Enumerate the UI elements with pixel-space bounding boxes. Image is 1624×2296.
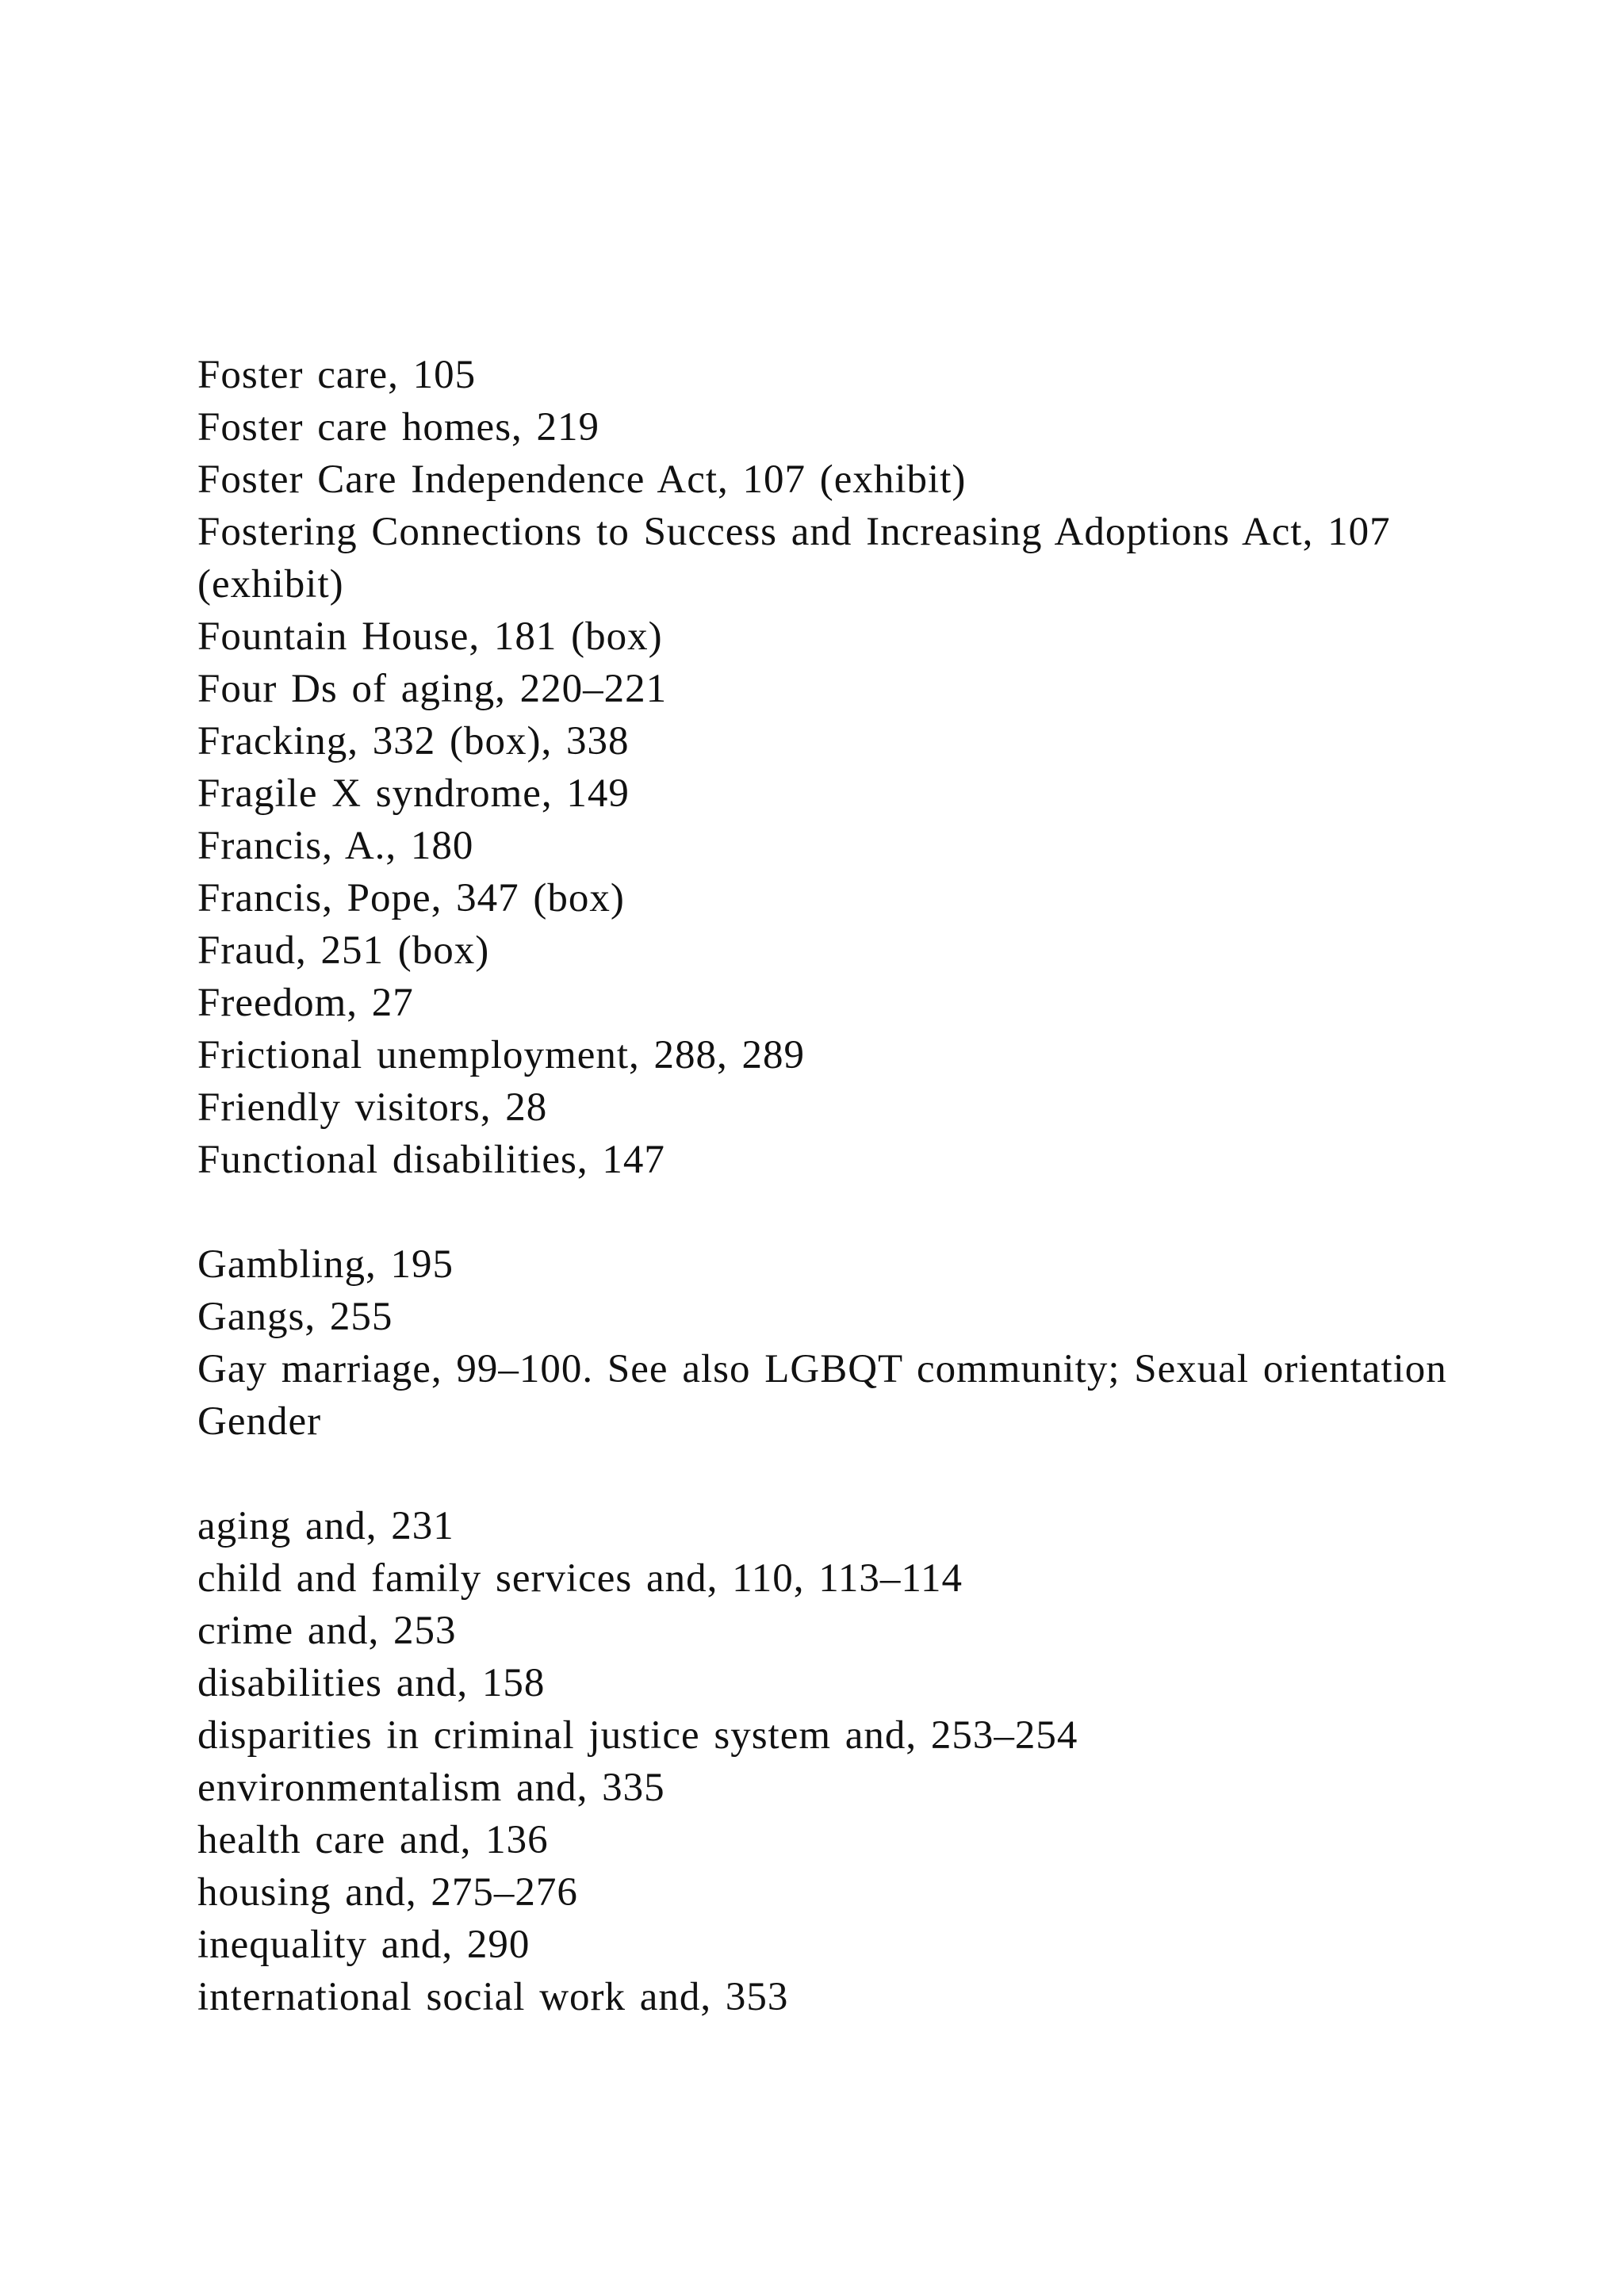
index-entry: Four Ds of aging, 220–221: [197, 667, 668, 711]
index-heading-gender: Gender: [197, 1399, 322, 1444]
index-entry: Foster Care Independence Act, 107 (exhibit): [197, 457, 967, 502]
index-entry: Functional disabilities, 147: [197, 1138, 665, 1182]
index-subentry: disparities in criminal justice system and, 253–254: [197, 1713, 1078, 1758]
index-entry: Freedom, 27: [197, 981, 414, 1025]
index-entry: Francis, Pope, 347 (box): [197, 876, 625, 920]
index-entry: Friendly visitors, 28: [197, 1085, 548, 1130]
index-entry: Fracking, 332 (box), 338: [197, 719, 630, 763]
index-subentry: disabilities and, 158: [197, 1661, 546, 1705]
index-subentry: inequality and, 290: [197, 1923, 530, 1967]
index-subentry: aging and, 231: [197, 1504, 454, 1548]
index-subentry: crime and, 253: [197, 1609, 457, 1653]
index-entry: Frictional unemployment, 288, 289: [197, 1033, 805, 1077]
index-entries: [197, 349, 1514, 2023]
index-entry: Fraud, 251 (box): [197, 928, 490, 973]
index-entry: Gambling, 195: [197, 1242, 454, 1287]
section-spacer: [197, 1186, 1514, 1238]
index-entry: Gay marriage, 99–100. See also LGBQT community; Sexual orientation: [197, 1347, 1447, 1391]
index-subentry: housing and, 275–276: [197, 1870, 578, 1915]
section-spacer: [197, 1448, 1514, 1500]
index-entry: Foster care, 105: [197, 353, 477, 397]
index-subentry: child and family services and, 110, 113–114: [197, 1556, 963, 1601]
index-entry: Fountain House, 181 (box): [197, 614, 663, 659]
index-subentry: international social work and, 353: [197, 1975, 789, 2019]
index-entry: Foster care homes, 219: [197, 405, 600, 450]
index-entry: Fragile X syndrome, 149: [197, 771, 630, 816]
index-subentry: health care and, 136: [197, 1818, 549, 1862]
index-entry: Fostering Connections to Success and Increasing Adoptions Act, 107 (exhibit): [197, 510, 1391, 607]
index-entry: Gangs, 255: [197, 1295, 393, 1339]
index-entry: Francis, A., 180: [197, 824, 474, 868]
index-subentry: environmentalism and, 335: [197, 1766, 665, 1810]
